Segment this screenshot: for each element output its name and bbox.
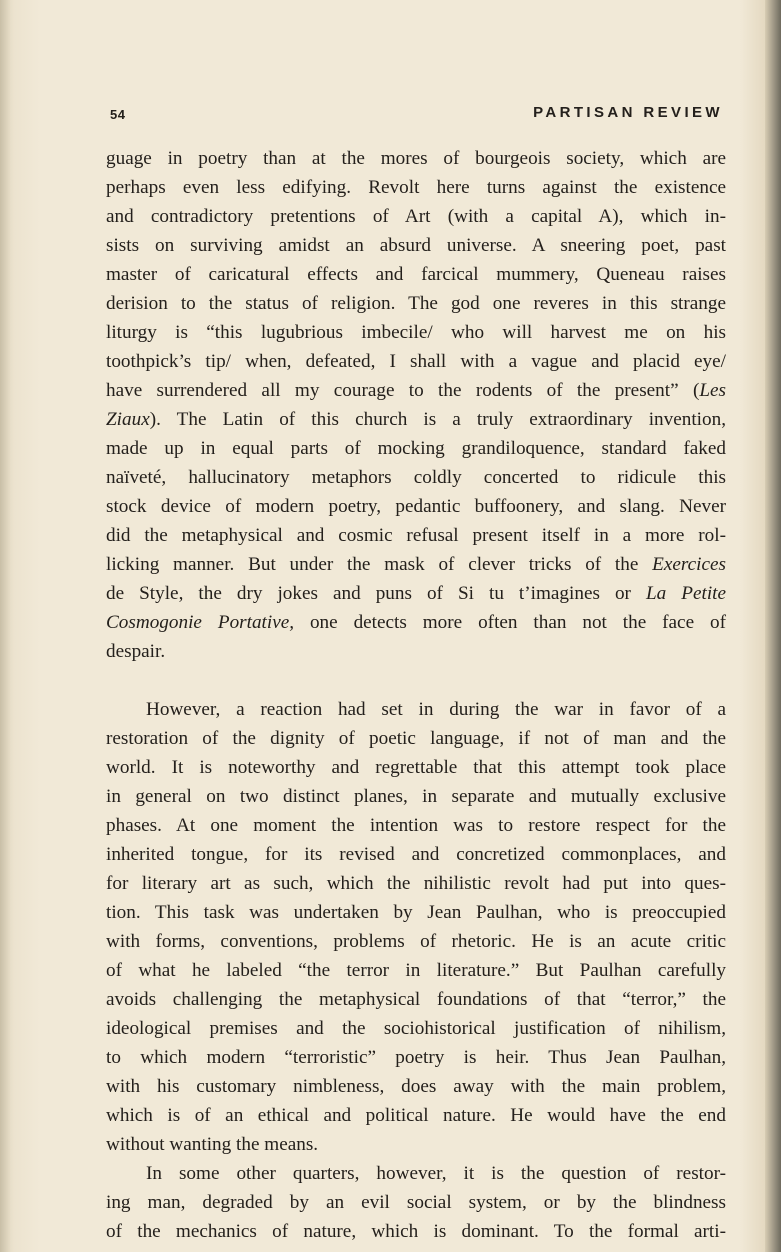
text-line: without wanting the means. bbox=[106, 1134, 319, 1155]
text-line: with forms, conventions, problems of rhetoric. He is an acute critic bbox=[106, 931, 726, 952]
text-line: in general on two distinct planes, in separate and mutually exclusive bbox=[106, 786, 726, 807]
page-gutter-shadow bbox=[0, 0, 10, 1252]
text-line: with his customary nimbleness, does away with the main problem, bbox=[106, 1076, 726, 1097]
text-line: de Style, the dry jokes and puns of Si tu t’imagines or La Petite bbox=[106, 583, 726, 604]
italic-title: Ziaux bbox=[106, 409, 150, 430]
text-line: phases. At one moment the intention was to restore respect for the bbox=[106, 815, 726, 836]
text-line: for literary art as such, which the nihilistic revolt had put into ques- bbox=[106, 873, 726, 894]
page-number: 54 bbox=[110, 107, 126, 122]
text-line: sists on surviving amidst an absurd universe. A sneering poet, past bbox=[106, 235, 726, 256]
text-line: licking manner. But under the mask of clever tricks of the Exercices bbox=[106, 554, 726, 575]
text-line: and contradictory pretentions of Art (with a capital A), which in- bbox=[106, 206, 726, 227]
text-line: stock device of modern poetry, pedantic buffoonery, and slang. Never bbox=[106, 496, 726, 517]
text-line: Ziaux). The Latin of this church is a truly extraordinary invention, bbox=[106, 409, 726, 430]
text-line: which is of an ethical and political nature. He would have the end bbox=[106, 1105, 726, 1126]
paragraph-spacer bbox=[106, 666, 726, 695]
text-line: have surrendered all my courage to the rodents of the present” (Les bbox=[106, 380, 726, 401]
text-line: guage in poetry than at the mores of bourgeois society, which are bbox=[106, 148, 726, 169]
text-line: derision to the status of religion. The god one reveres in this strange bbox=[106, 293, 726, 314]
text-line: made up in equal parts of mocking grandiloquence, standard faked bbox=[106, 438, 726, 459]
body-text bbox=[106, 144, 726, 1246]
text-line: tion. This task was undertaken by Jean Paulhan, who is preoccupied bbox=[106, 902, 726, 923]
text-line: of the mechanics of nature, which is dominant. To the formal arti- bbox=[106, 1221, 726, 1242]
italic-title: Exercices bbox=[652, 554, 726, 575]
text-line: avoids challenging the metaphysical foundations of that “terror,” the bbox=[106, 989, 726, 1010]
paragraph-1 bbox=[106, 144, 726, 666]
text-line: Cosmogonie Portative, one detects more often than not the face of bbox=[106, 612, 726, 633]
journal-title: PARTISAN REVIEW bbox=[533, 104, 723, 121]
text-line: perhaps even less edifying. Revolt here turns against the existence bbox=[106, 177, 726, 198]
text-line: ideological premises and the sociohistorical justification of nihilism, bbox=[106, 1018, 726, 1039]
text-line: However, a reaction had set in during the war in favor of a bbox=[146, 699, 726, 720]
paragraph-3 bbox=[106, 1159, 726, 1246]
text-line: despair. bbox=[106, 641, 166, 662]
text-line: world. It is noteworthy and regrettable that this attempt took place bbox=[106, 757, 726, 778]
page-edge-shadow bbox=[765, 0, 781, 1252]
text-line: of what he labeled “the terror in literature.” But Paulhan carefully bbox=[106, 960, 726, 981]
text-line: naïveté, hallucinatory metaphors coldly concerted to ridicule this bbox=[106, 467, 726, 488]
italic-title: La Petite bbox=[645, 583, 726, 604]
text-line: restoration of the dignity of poetic language, if not of man and the bbox=[106, 728, 726, 749]
text-line: liturgy is “this lugubrious imbecile/ who will harvest me on his bbox=[106, 322, 726, 343]
text-line: did the metaphysical and cosmic refusal present itself in a more rol- bbox=[106, 525, 726, 546]
italic-title: Les bbox=[699, 380, 726, 401]
text-line: toothpick’s tip/ when, defeated, I shall with a vague and placid eye/ bbox=[106, 351, 726, 372]
text-line: ing man, degraded by an evil social system, or by the blindness bbox=[106, 1192, 726, 1213]
italic-title: Cosmogonie Portative, bbox=[106, 612, 295, 633]
text-line: master of caricatural effects and farcical mummery, Queneau raises bbox=[106, 264, 726, 285]
running-head bbox=[110, 104, 723, 128]
paragraph-2 bbox=[106, 695, 726, 1159]
text-line: to which modern “terroristic” poetry is heir. Thus Jean Paulhan, bbox=[106, 1047, 726, 1068]
text-line: inherited tongue, for its revised and concretized commonplaces, and bbox=[106, 844, 726, 865]
text-line: In some other quarters, however, it is the question of restor- bbox=[146, 1163, 726, 1184]
